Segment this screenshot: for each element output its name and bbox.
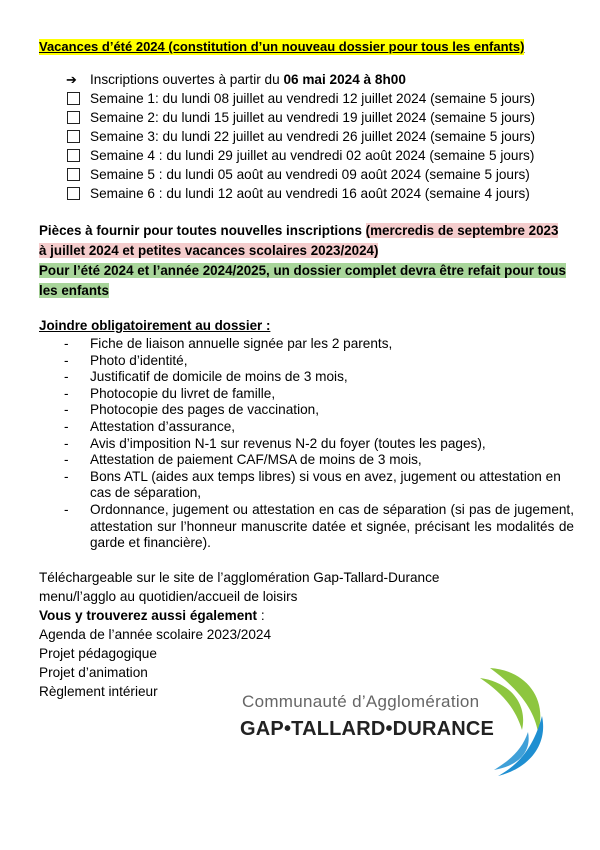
pieces-paragraph (39, 221, 569, 301)
list-item (62, 469, 574, 502)
extra-item: Projet pédagogique (39, 646, 157, 661)
dash-bullet: - (64, 369, 69, 385)
logo-text-line1: Communauté d’Agglomération (242, 692, 480, 711)
documents-list (62, 336, 574, 552)
logo-blue-swoosh-inner (494, 732, 529, 770)
list-item-text: Attestation de paiement CAF/MSA de moins de 3 mois, (90, 452, 422, 468)
pieces-summer-highlight: Pour l’été 2024 et l’année 2024/2025, un dossier complet devra être refait pour tous les enfants (39, 263, 566, 298)
list-item-text: Photo d’identité, (90, 352, 188, 368)
dash-bullet: - (64, 468, 69, 484)
list-item-text: Photocopie du livret de famille, (90, 385, 276, 401)
list-item-text: Fiche de liaison annuelle signée par les 2 parents, (90, 336, 393, 351)
list-item (62, 386, 574, 403)
list-item (62, 369, 574, 386)
inscriptions-text (90, 70, 406, 89)
checkbox-icon[interactable] (67, 149, 80, 162)
dash-bullet: - (64, 385, 69, 401)
pieces-period-highlight: (mercredis de septembre 2023 à juillet 2024 et petites vacances scolaires 2023/2024) (39, 223, 559, 258)
week-label: Semaine 6 : du lundi 12 août au vendredi 16 août 2024 (semaine 4 jours) (90, 186, 530, 201)
checkbox-icon[interactable] (67, 187, 80, 200)
list-item-text: Avis d’imposition N-1 sur revenus N-2 du foyer (toutes les pages), (90, 435, 486, 451)
week-label: Semaine 4 : du lundi 29 juillet au vendredi 02 août 2024 (semaine 5 jours) (90, 148, 535, 163)
dash-bullet: - (64, 402, 69, 418)
extra-item: Règlement intérieur (39, 684, 158, 699)
list-item-text: Justificatif de domicile de moins de 3 mois, (90, 369, 348, 385)
pieces-intro: Pièces à fournir pour toutes nouvelles inscriptions (39, 223, 366, 238)
week-item (66, 184, 535, 203)
dash-bullet: - (64, 336, 69, 351)
week-item (66, 108, 535, 127)
dash-bullet: - (64, 418, 69, 434)
list-item (62, 452, 574, 469)
dash-bullet: - (64, 435, 69, 451)
extra-item: Agenda de l’année scolaire 2023/2024 (39, 627, 272, 642)
checkbox-icon[interactable] (67, 168, 80, 181)
arrow-right-icon: ➔ (66, 72, 77, 87)
week-item (66, 165, 535, 184)
week-label: Semaine 5 : du lundi 05 août au vendredi 09 août 2024 (semaine 5 jours) (90, 167, 530, 182)
list-item (62, 336, 574, 353)
checkbox-icon[interactable] (67, 130, 80, 143)
menu-path: menu/l’agglo au quotidien/accueil de loisirs (39, 589, 298, 604)
inscriptions-prefix: Inscriptions ouvertes à partir du (90, 72, 284, 87)
week-label: Semaine 3: du lundi 22 juillet au vendredi 26 juillet 2024 (semaine 5 jours) (90, 129, 536, 144)
list-item (62, 502, 574, 552)
week-item (66, 146, 535, 165)
also-find-colon: : (257, 608, 265, 623)
also-find-line (39, 606, 439, 625)
inscriptions-line (66, 70, 535, 89)
page-title: Vacances d’été 2024 (constitution d’un nouveau dossier pour tous les enfants) (39, 39, 525, 54)
download-line: Téléchargeable sur le site de l’agglomération Gap-Tallard-Durance (39, 570, 440, 585)
logo-text-line2: GAP•TALLARD•DURANCE (240, 718, 495, 740)
dash-bullet: - (64, 452, 69, 468)
week-label: Semaine 1: du lundi 08 juillet au vendredi 12 juillet 2024 (semaine 5 jours) (90, 91, 536, 106)
documents-heading: Joindre obligatoirement au dossier : (39, 318, 271, 333)
inscription-list (66, 70, 535, 203)
extra-item: Projet d’animation (39, 665, 148, 680)
list-item (62, 436, 574, 453)
week-label: Semaine 2: du lundi 15 juillet au vendredi 19 juillet 2024 (semaine 5 jours) (90, 110, 536, 125)
checkbox-icon[interactable] (67, 92, 80, 105)
dash-bullet: - (64, 501, 69, 517)
week-item (66, 127, 535, 146)
list-item (62, 419, 574, 436)
checkbox-icon[interactable] (67, 111, 80, 124)
week-item (66, 89, 535, 108)
agglomeration-logo (240, 660, 570, 780)
list-item-text: Bons ATL (aides aux temps libres) si vous en avez, jugement ou attestation en cas de séparation, (90, 468, 561, 501)
also-find-heading: Vous y trouverez aussi également (39, 608, 258, 623)
inscriptions-date: 06 mai 2024 à 8h00 (283, 72, 406, 87)
list-item-text: Photocopie des pages de vaccination, (90, 402, 319, 418)
dash-bullet: - (64, 352, 69, 368)
list-item (62, 353, 574, 370)
list-item (62, 402, 574, 419)
list-item-text: Ordonnance, jugement ou attestation en cas de séparation (si pas de jugement, attestation sur l’honneur manuscrite datée et signée, précisant les modalités de garde et financière). (90, 501, 574, 551)
list-item-text: Attestation d’assurance, (90, 418, 236, 434)
